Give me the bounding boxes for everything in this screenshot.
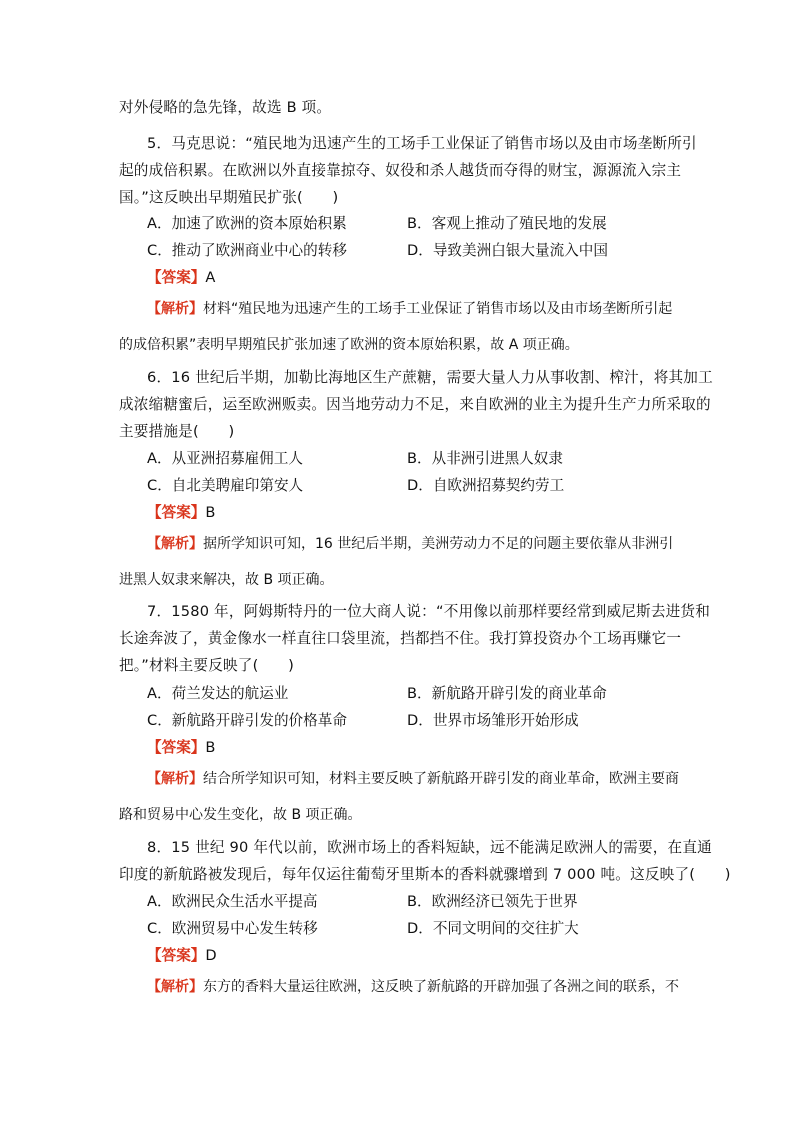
question-8-option-d: D．不同文明间的交往扩大	[407, 920, 579, 937]
question-6-line-3: 主要措施是( )	[119, 423, 235, 440]
question-7-option-d: D．世界市场雏形开始形成	[407, 712, 579, 729]
explain-text: 据所学知识可知，16 世纪后半期，美洲劳动力不足的问题主要依靠从非洲引	[203, 536, 674, 552]
question-8-answer	[147, 946, 217, 966]
question-7-line-3: 把。”材料主要反映了( )	[119, 657, 294, 674]
question-6-option-d: D．自欧洲招募契约劳工	[407, 477, 565, 494]
intro-tail-text: 对外侵略的急先锋，故选 B 项。	[119, 99, 332, 116]
explain-text: 材料“殖民地为迅速产生的工场手工业保证了销售市场以及由市场垄断所引起	[203, 301, 673, 317]
question-8-line-2: 印度的新航路被发现后，每年仅运往葡萄牙里斯本的香料就骤增到 7 000 吨。这反映了( )	[119, 866, 731, 883]
question-7-option-a: A．荷兰发达的航运业	[147, 685, 289, 702]
question-7-explanation-line-2: 路和贸易中心发生变化，故 B 项正确。	[119, 807, 362, 823]
question-5-line-3: 国。”这反映出早期殖民扩张( )	[119, 189, 339, 206]
question-6-line-1: 6．16 世纪后半期，加勒比海地区生产蔗糖，需要大量人力从事收割、榨汁，将其加工	[147, 369, 713, 386]
question-6-answer	[147, 503, 215, 523]
question-5-option-d: D．导致美洲白银大量流入中国	[407, 242, 608, 259]
question-5-answer	[147, 268, 215, 288]
question-8-explanation-line-1	[147, 977, 679, 997]
question-8-option-b: B．欧洲经济已领先于世界	[407, 893, 578, 910]
explain-text: 结合所学知识可知，材料主要反映了新航路开辟引发的商业革命，欧洲主要商	[203, 771, 679, 787]
explain-tag: 【解析】	[147, 979, 203, 995]
answer-tag: 【答案】	[147, 739, 206, 756]
question-5-line-2: 起的成倍积累。在欧洲以外直接靠掠夺、奴役和杀人越货而夺得的财宝，源源流入宗主	[119, 162, 682, 179]
question-8-option-c: C．欧洲贸易中心发生转移	[147, 920, 318, 937]
answer-value: D	[205, 947, 217, 964]
question-7-explanation-line-1	[147, 769, 679, 789]
question-5-option-c: C．推动了欧洲商业中心的转移	[147, 242, 347, 259]
question-6-option-b: B．从非洲引进黑人奴隶	[407, 450, 563, 467]
question-8-option-a: A．欧洲民众生活水平提高	[147, 893, 318, 910]
question-7-line-1: 7．1580 年，阿姆斯特丹的一位大商人说：“不用像以前那样要经常到威尼斯去进货和	[147, 603, 711, 620]
question-5-explanation-line-1	[147, 299, 672, 319]
explain-tag: 【解析】	[147, 301, 203, 317]
question-5-line-1: 5．马克思说：“殖民地为迅速产生的工场手工业保证了销售市场以及由市场垄断所引	[147, 135, 697, 152]
explain-tag: 【解析】	[147, 771, 203, 787]
question-7-option-c: C．新航路开辟引发的价格革命	[147, 712, 347, 729]
answer-tag: 【答案】	[147, 269, 206, 286]
question-6-option-a: A．从亚洲招募雇佣工人	[147, 450, 303, 467]
answer-tag: 【答案】	[147, 504, 206, 521]
question-6-explanation-line-1	[147, 534, 673, 554]
question-5-option-a: A．加速了欧洲的资本原始积累	[147, 215, 347, 232]
question-6-line-2: 成浓缩糖蜜后，运至欧洲贩卖。因当地劳动力不足，来自欧洲的业主为提升生产力所采取的	[119, 396, 711, 413]
question-7-option-b: B．新航路开辟引发的商业革命	[407, 685, 607, 702]
question-6-option-c: C．自北美聘雇印第安人	[147, 477, 304, 494]
answer-value: B	[205, 739, 216, 756]
question-6-explanation-line-2: 进黑人奴隶来解决，故 B 项正确。	[119, 572, 334, 588]
question-7-answer	[147, 738, 215, 758]
explain-text: 东方的香料大量运往欧洲，这反映了新航路的开辟加强了各洲之间的联系，不	[203, 979, 679, 995]
answer-value: B	[205, 504, 216, 521]
question-5-option-b: B．客观上推动了殖民地的发展	[407, 215, 607, 232]
question-7-line-2: 长途奔波了，黄金像水一样直往口袋里流，挡都挡不住。我打算投资办个工场再赚它一	[119, 630, 682, 647]
question-8-line-1: 8．15 世纪 90 年代以前，欧洲市场上的香料短缺，远不能满足欧洲人的需要，在直通	[147, 839, 712, 856]
explain-tag: 【解析】	[147, 536, 203, 552]
answer-tag: 【答案】	[147, 947, 206, 964]
question-5-explanation-line-2: 的成倍积累”表明早期殖民扩张加速了欧洲的资本原始积累，故 A 项正确。	[119, 337, 579, 353]
answer-value: A	[205, 269, 216, 286]
